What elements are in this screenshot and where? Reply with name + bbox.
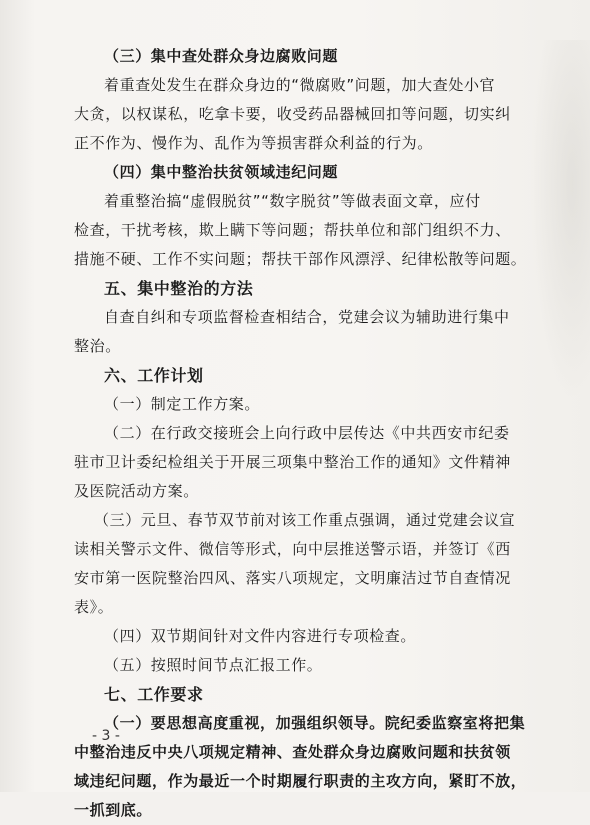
chapter-heading-6: 六、工作计划	[104, 366, 204, 385]
paragraph-line: 读相关警示文件、微信等形式，向中层推送警示语，并签订《西	[74, 540, 511, 558]
paragraph-line: 自查自纠和专项监督检查相结合，党建会议为辅助进行集中	[104, 308, 510, 326]
plan-item-4: （四）双节期间针对文件内容进行专项检查。	[104, 627, 417, 645]
paragraph-line: 大贪，以权谋私，吃拿卡要，收受药品器械回扣等问题，切实纠	[74, 105, 511, 123]
paragraph-line: 安市第一医院整治四风、落实八项规定，文明廉洁过节自查情况	[74, 569, 511, 587]
paragraph-line: 一抓到底。	[74, 801, 153, 819]
plan-item-2: （二）在行政交接班会上向行政中层传达《中共西安市纪委	[104, 424, 510, 442]
paragraph-line: 中整治违反中央八项规定精神、查处群众身边腐败问题和扶贫领	[74, 743, 511, 761]
document-body	[74, 42, 552, 825]
section-heading-4: （四）集中整治扶贫领域违纪问题	[104, 163, 339, 181]
paragraph-line: 正不作为、慢作为、乱作为等损害群众利益的行为。	[74, 134, 433, 152]
paragraph-line: 及医院活动方案。	[74, 482, 199, 500]
paragraph-line: 措施不硬、工作不实问题；帮扶干部作风漂浮、纪律松散等问题。	[74, 250, 527, 268]
paragraph-line: 域违纪问题，作为最近一个时期履行职责的主攻方向，紧盯不放，	[74, 772, 527, 790]
paragraph-line: 检查，干扰考核，欺上瞒下等问题；帮扶单位和部门组织不力、	[74, 221, 511, 239]
section-heading-3: （三）集中查处群众身边腐败问题	[104, 47, 339, 65]
requirement-item-1: （一）要思想高度重视，加强组织领导。院纪委监察室将把集	[104, 714, 526, 732]
paragraph-line: 驻市卫计委纪检组关于开展三项集中整治工作的通知》文件精神	[74, 453, 511, 471]
plan-item-5: （五）按照时间节点汇报工作。	[104, 656, 323, 674]
plan-item-1: （一）制定工作方案。	[104, 395, 261, 413]
plan-item-3: （三）元旦、春节双节前对该工作重点强调，通过党建会议宣	[94, 511, 516, 529]
page-number: - 3 -	[92, 728, 120, 744]
chapter-heading-7: 七、工作要求	[104, 685, 204, 704]
chapter-heading-5: 五、集中整治的方法	[104, 279, 254, 298]
paragraph-line: 着重查处发生在群众身边的“微腐败”问题，加大查处小官	[104, 76, 496, 94]
paragraph-line: 整治。	[74, 337, 121, 355]
paragraph-line: 表》。	[74, 598, 114, 616]
paragraph-line: 着重整治搞“虚假脱贫”“数字脱贫”等做表面文章，应付	[104, 192, 481, 210]
